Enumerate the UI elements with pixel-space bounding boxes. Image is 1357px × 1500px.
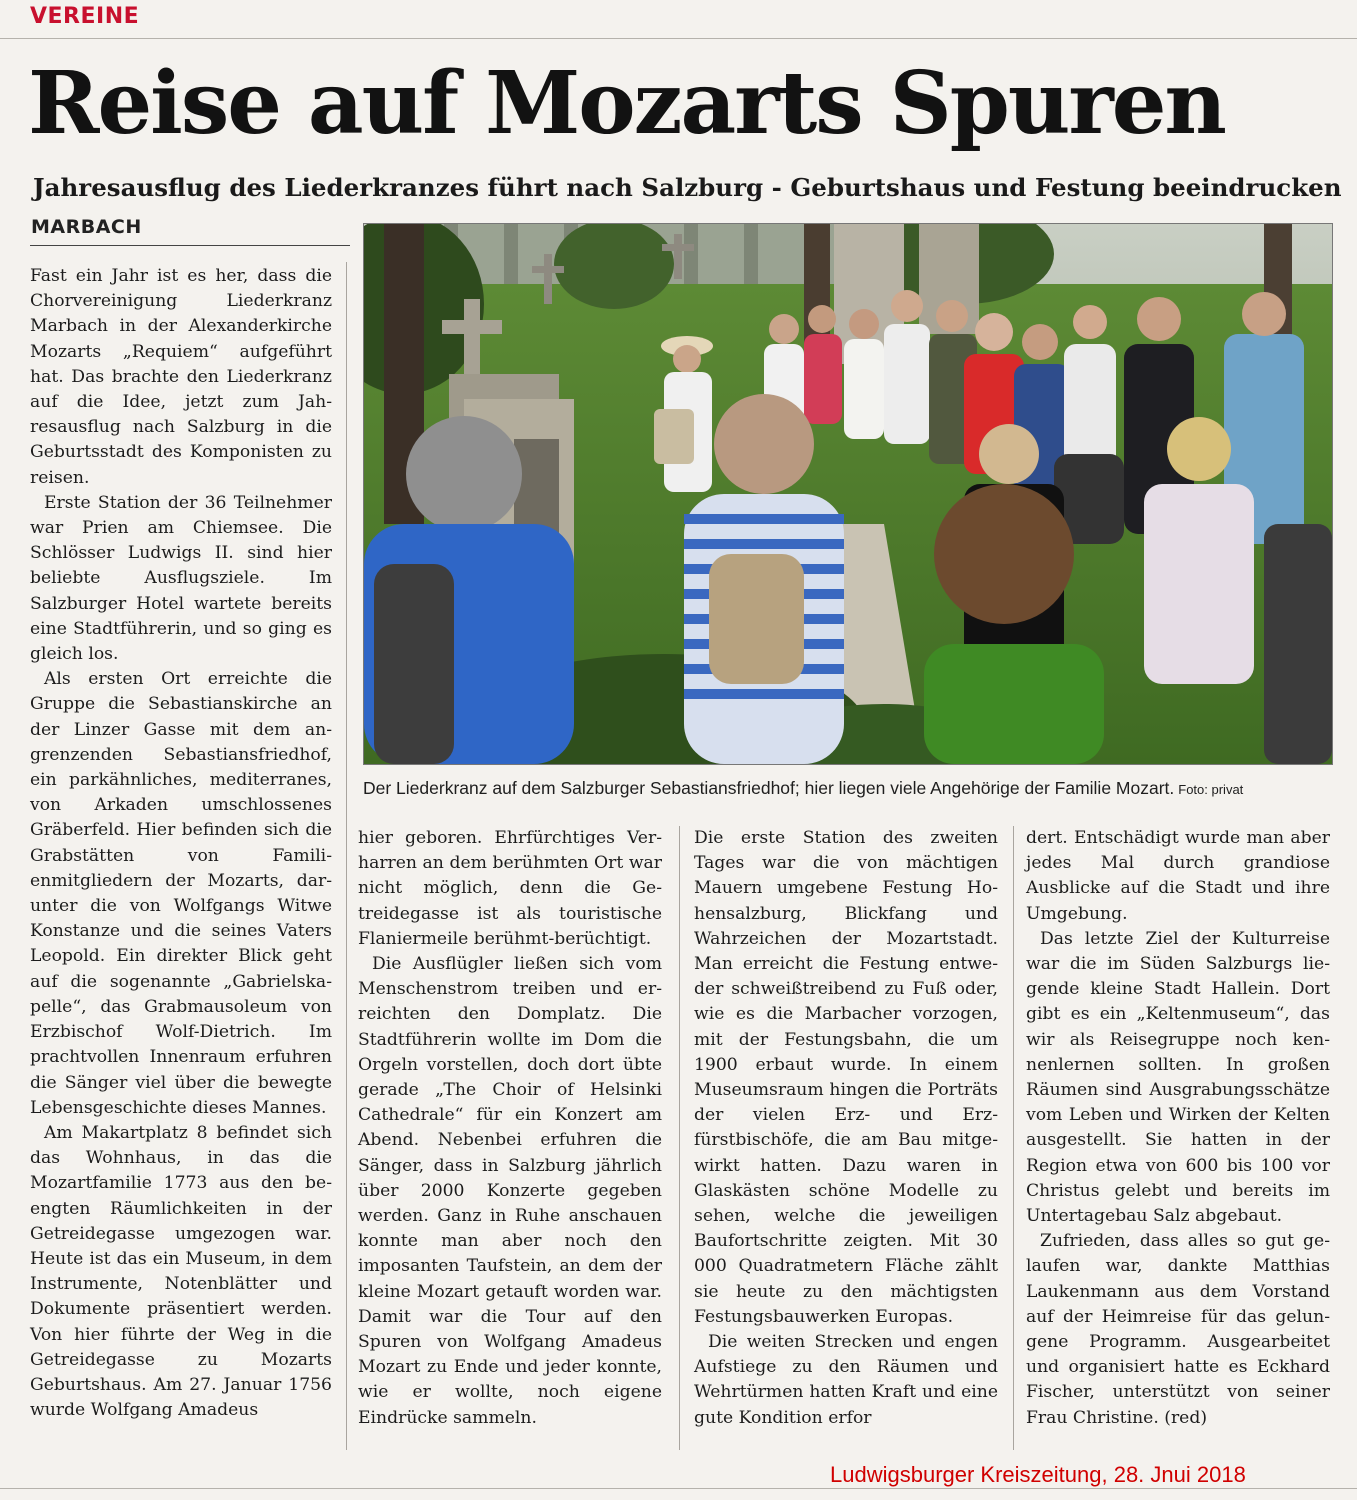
article-paragraph: Das letzte Ziel der Kulturreise war die im Süden Salzburgs liegende kleine Stadt Hallein. Dort gibt es ein „Keltenmuseum“, das wir als Reisegruppe noch kennenlernen sollten. In großen Räumen sind Ausgrabungsschätze vom Leben und Wirken der Kelten ausgestellt. Sie hatten in der Region etwa von 600 bis 100 vor Christus gelebt und bereits im Untertagebau Salz abgebaut. bbox=[1026, 928, 1330, 1227]
photo-credit: Foto: privat bbox=[1178, 782, 1244, 797]
article-paragraph: Fast ein Jahr ist es her, dass die Chorvereinigung Liederkranz Marbach in der Alexanderkirche Mozarts „Requiem“ aufgeführt hat. Das brachte den Liederkranz auf die Idee, jetzt zum Jahresausflug nach Salzburg in die Geburtsstadt des Komponisten zu reisen. bbox=[30, 266, 332, 488]
source-note: Ludwigsburger Kreiszeitung, 28. Jnui 2018 bbox=[830, 1462, 1246, 1487]
section-label: VEREINE bbox=[30, 4, 140, 29]
article-paragraph: Die weiten Strecken und engen Aufstiege zu den Räumen und Wehrtürmen hatten Kraft und eine gute Kondition erfor bbox=[694, 1332, 998, 1428]
photo-caption bbox=[363, 778, 1343, 799]
article-paragraph: Am Makartplatz 8 befindet sich das Wohnhaus, in das die Mozartfamilie 1773 aus den beengten Räumlichkeiten in der Getreidegasse umgezogen war. Heute ist das ein Museum, in dem Instrumente, Notenblätter und Dokumente präsentiert werden. Von hier führte der Weg in die Getreidegasse zu Mozarts Geburtshaus. Am 27. Januar 1756 wurde Wolfgang Amadeus bbox=[30, 1122, 332, 1421]
subtitle: Jahresausflug des Liederkranzes führt nach Salzburg - Geburtshaus und Festung beeindrucken bbox=[33, 173, 1342, 202]
cemetery-group-photo bbox=[364, 224, 1332, 764]
top-divider bbox=[0, 38, 1357, 39]
column-divider bbox=[679, 826, 680, 1450]
dateline: MARBACH bbox=[31, 216, 142, 238]
dateline-divider bbox=[30, 245, 350, 246]
article-photo bbox=[363, 223, 1333, 765]
article-paragraph: dert. Entschädigt wurde man aber jedes Mal durch grandiose Ausblicke auf die Stadt und ihre Umgebung. bbox=[1026, 828, 1330, 924]
caption-text: Der Liederkranz auf dem Salzburger Sebastiansfriedhof; hier liegen viele Angehörige der Familie Mozart. bbox=[363, 778, 1175, 798]
article-paragraph: hier geboren. Ehrfürchtiges Verharren an dem berühmten Ort war nicht möglich, denn die Getreidegasse ist als touristische Flaniermeile berühmt-berüchtigt. bbox=[358, 828, 662, 949]
article-column-2 bbox=[358, 826, 662, 1431]
article-column-3 bbox=[694, 826, 998, 1431]
article-paragraph: Die Ausflügler ließen sich vom Menschenstrom treiben und erreichten den Domplatz. Die Stadtführerin wollte im Dom die Orgeln vorstellen, doch dort übte gerade „The Choir of Helsinki Cathedrale“ für ein Konzert am Abend. Nebenbei erfuhren die Sänger, dass in Salzburg jährlich über 2000 Konzerte gegeben werden. Ganz in Ruhe anschauen konnte man aber noch den imposanten Taufstein, an dem der kleine Mozart getauft worden war. Damit war die Tour auf den Spuren von Wolfgang Amadeus Mozart zu Ende und jeder konnte, wie er wollte, noch eigene Eindrücke sammeln. bbox=[358, 954, 662, 1428]
article-paragraph: Zufrieden, dass alles so gut gelaufen war, dankte Matthias Laukenmann aus dem Vorstand auf der Heimreise für das gelungene Programm. Ausgearbeitet und organisiert hatte es Eckhard Fischer, unterstützt von seiner Frau Christine. (red) bbox=[1026, 1231, 1330, 1428]
headline: Reise auf Mozarts Spuren bbox=[28, 53, 1225, 154]
column-divider bbox=[1013, 826, 1014, 1450]
bottom-divider bbox=[0, 1488, 1357, 1489]
article-paragraph: Als ersten Ort erreichte die Gruppe die Sebastianskirche an der Linzer Gasse mit dem angrenzenden Sebastiansfriedhof, ein parkähnliches, mediterranes, von Arkaden umschlossenes Gräberfeld. Hier befinden sich die Grabstätten von Familienmitgliedern der Mozarts, darunter die von Wolfgangs Witwe Konstanze und die seines Vaters Leopold. Ein direkter Blick geht auf die sogenannte „Gabrielskapelle“, das Grabmausoleum von Erzbischof Wolf-Dietrich. Im prachtvollen Innenraum erfuhren die Sänger viel über die bewegte Lebensgeschichte dieses Mannes. bbox=[30, 669, 332, 1118]
article-paragraph: Erste Station der 36 Teilnehmer war Prien am Chiemsee. Die Schlösser Ludwigs II. sind hier beliebte Ausflugsziele. Im Salzburger Hotel wartete bereits eine Stadtführerin, und so ging es gleich los. bbox=[30, 492, 332, 665]
article-paragraph: Die erste Station des zweiten Tages war die von mächtigen Mauern umgebene Festung Hohensalzburg, Blickfang und Wahrzeichen der Mozartstadt. Man erreicht die Festung entweder schweißtreibend zu Fuß oder, wie es die Marbacher vorzogen, mit der Festungsbahn, die um 1900 erbaut wurde. In einem Museumsraum hingen die Porträts der vielen Erz- und Erzfürstbischöfe, die am Bau mitgewirkt hatten. Dazu waren in Glaskästen schöne Modelle zu sehen, welche die jeweiligen Baufortschritte zeigten. Mit 30 000 Quadratmetern Fläche zählt sie heute zu den mächtigsten Festungsbauwerken Europas. bbox=[694, 828, 998, 1327]
article-column-4 bbox=[1026, 826, 1330, 1431]
article-column-1 bbox=[30, 264, 332, 1423]
column-divider bbox=[346, 262, 347, 1450]
